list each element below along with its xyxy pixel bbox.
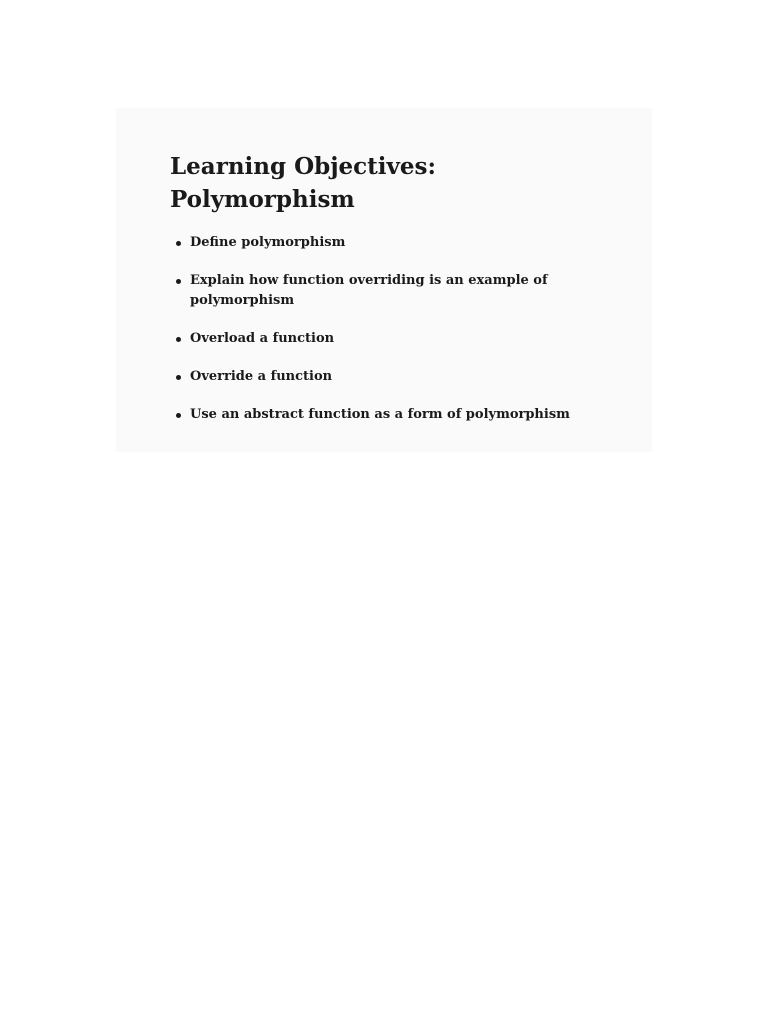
objective-item [170,329,600,349]
card-title-line-1: Learning Objectives: [170,153,436,180]
bullet-icon [176,375,181,380]
learning-objectives-card [116,108,652,452]
objective-item [170,367,600,387]
objective-text: Override a function [190,369,333,384]
objective-item [170,405,600,425]
objective-text: Define polymorphism [190,235,346,250]
card-title [170,150,600,216]
bullet-icon [176,413,181,418]
objective-text: Overload a function [190,331,335,346]
objective-text: Use an abstract function as a form of polymorphism [190,407,570,422]
objectives-list [170,233,600,425]
bullet-icon [176,241,181,246]
card-title-line-2: Polymorphism [170,186,355,213]
objective-text: Explain how function overriding is an example of polymorphism [190,273,548,308]
bullet-icon [176,337,181,342]
objective-item [170,233,600,253]
objective-item [170,271,600,311]
bullet-icon [176,279,181,284]
